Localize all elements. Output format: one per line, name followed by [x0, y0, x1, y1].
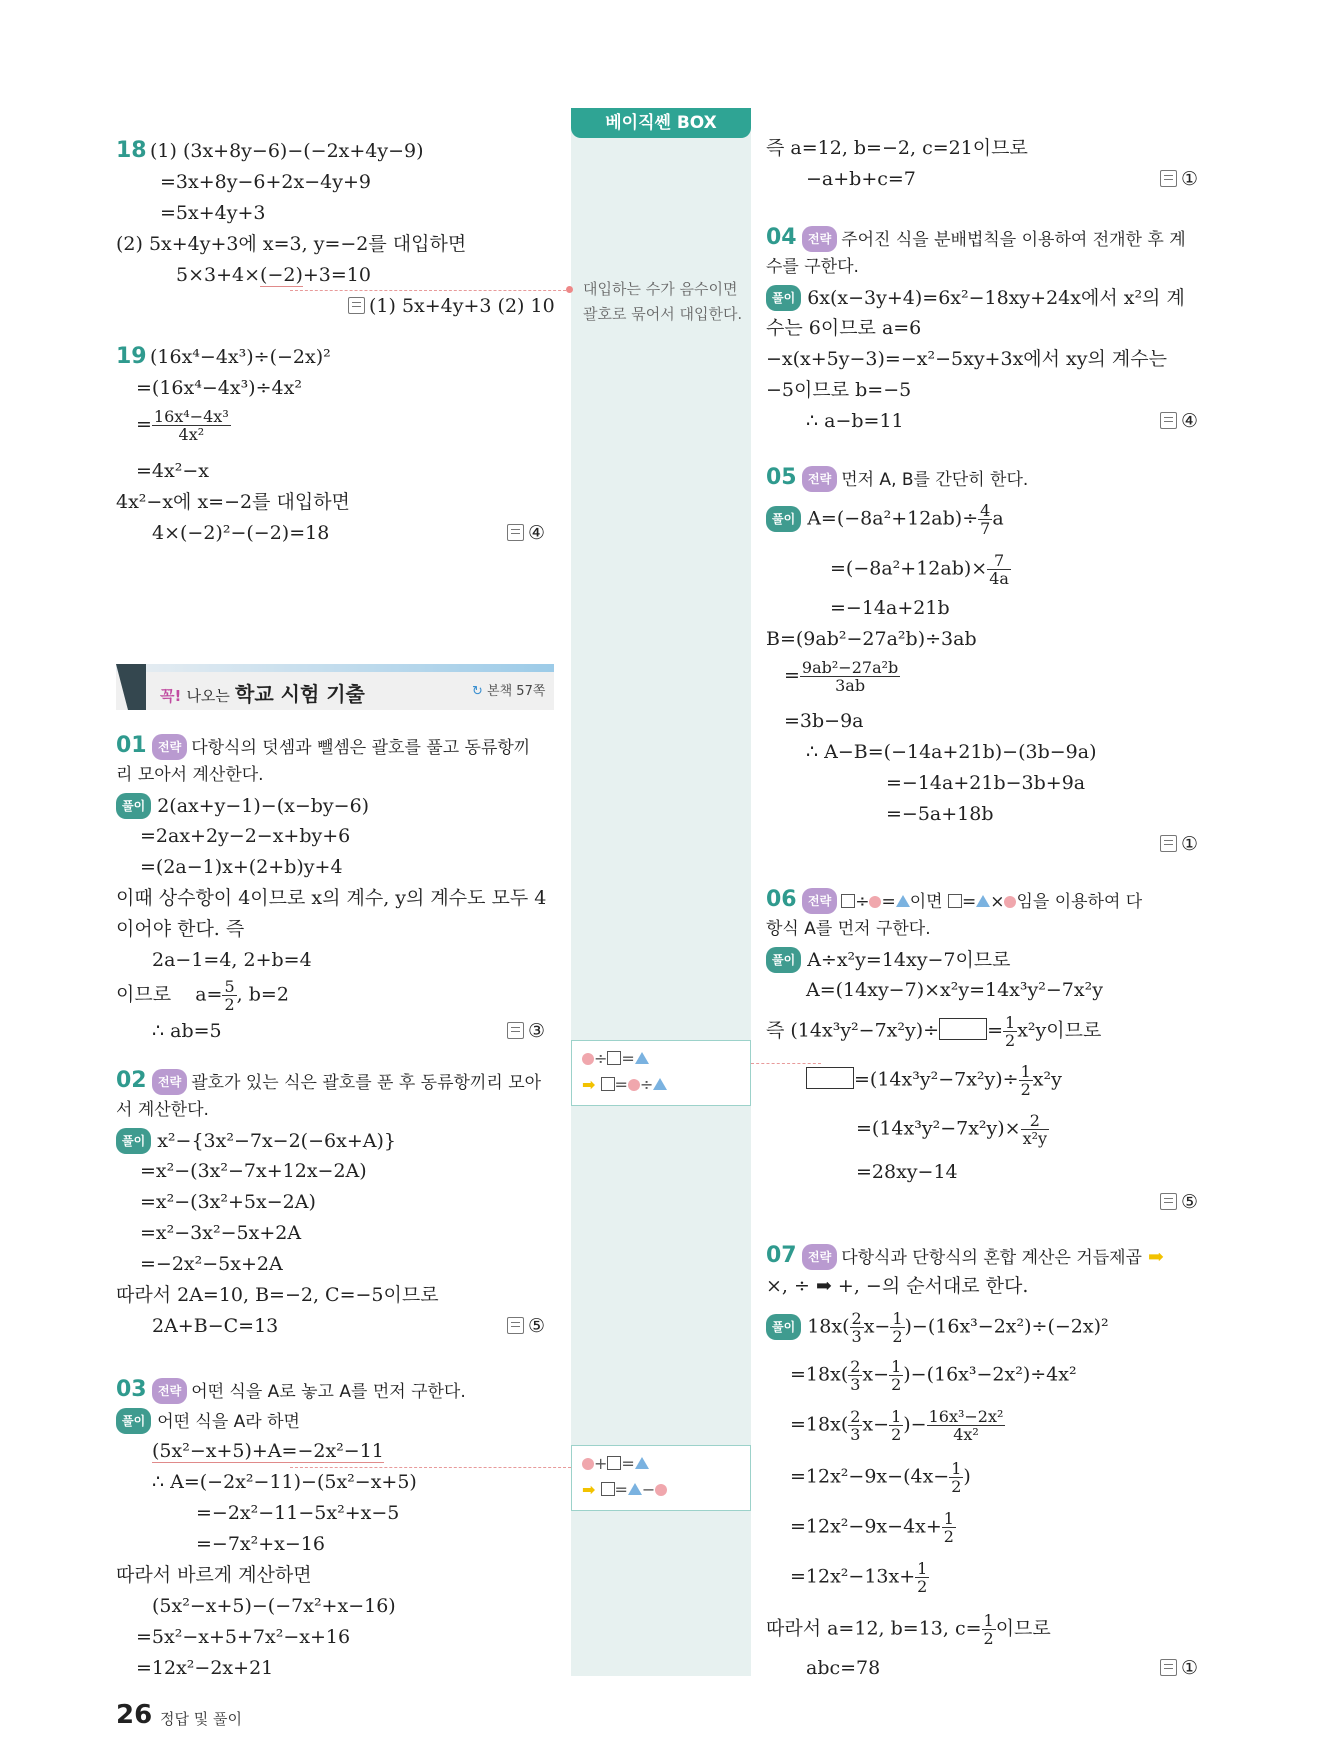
p07-l1a: 18x(: [807, 1315, 850, 1338]
p06-f1-den: 2: [1005, 1031, 1016, 1050]
footer-label: 정답 및 풀이: [160, 1710, 242, 1728]
p18-line2: =3x+8y−6+2x−4y+9: [160, 171, 371, 193]
p04-strategy: [800, 226, 1186, 252]
p06-s-b: =: [881, 892, 896, 912]
p04-line3: −x(x+5y−3)=−x²−5xy+3x에서 xy의 계수는: [766, 348, 1167, 370]
strategy-tag: 전략: [802, 226, 837, 252]
p05-f2-num: 7: [987, 552, 1011, 570]
f12-den: 2: [917, 1577, 928, 1596]
f12-num: 1: [917, 1559, 928, 1578]
p03-line1-text: 어떤 식을 A라 하면: [157, 1412, 300, 1432]
p06-line3: [766, 1014, 1101, 1049]
p06-f2-num: 1: [1020, 1062, 1031, 1081]
p18-answer-text: (1) 5x+4y+3 (2) 10: [369, 295, 555, 317]
p05-line6: =3b−9a: [784, 710, 864, 732]
f12-den: 2: [951, 1477, 962, 1496]
f12-num: 1: [891, 1407, 902, 1426]
problem-03-number: 03: [116, 1377, 147, 1402]
problem-04-number: 04: [766, 225, 797, 250]
p07-l5a: =12x²−9x−4x+: [790, 1515, 942, 1538]
triangle-shape: [976, 895, 990, 907]
sidebar-note: 대입하는 수가 음수이면 괄호로 묶어서 대입한다.: [583, 280, 743, 323]
p06-line6: =28xy−14: [856, 1161, 958, 1183]
circle-shape: [869, 896, 881, 908]
section-mid: 나오는: [186, 687, 230, 705]
p18-line5a: 5×3+4×: [176, 264, 261, 286]
p02-line4: =x²−3x²−5x+2A: [140, 1222, 302, 1244]
p06-s-d: =: [961, 892, 977, 912]
p02-line3: =x²−(3x²+5x−2A): [140, 1191, 316, 1213]
p06-line4a: =(14x³y²−7x²y)÷: [854, 1068, 1019, 1091]
p04-strategy-text: 주어진 식을 분배법칙을 이용하여 전개한 후 계: [841, 230, 1186, 250]
p07-l3b: x−: [862, 1413, 890, 1436]
solution-tag: 풀이: [116, 1408, 151, 1434]
p05-f3-den: 3ab: [835, 676, 866, 695]
p07-line7: [766, 1612, 1051, 1647]
p06-line5: [856, 1112, 1049, 1147]
p06-line2: A=(14xy−7)×x²y=14x³y²−7x²y: [806, 979, 1103, 1001]
p06-line4: [806, 1063, 1062, 1098]
p01-strategy-text: 다항식의 덧셈과 뺄셈은 괄호를 풀고 동류항끼: [191, 738, 531, 758]
p05-line8: =−14a+21b−3b+9a: [886, 772, 1086, 794]
p06-line3c: x²y이므로: [1017, 1019, 1102, 1042]
f12-den: 2: [943, 1527, 954, 1546]
p04-line1-text: 6x(x−3y+4)=6x²−18xy+24x에서 x²의 계: [807, 287, 1185, 309]
p05-answer: [1160, 832, 1198, 856]
p07-f-num: 16x³−2x²: [928, 1407, 1004, 1426]
p06-f3-num: 2: [1021, 1112, 1049, 1130]
p06-line4b: x²y: [1032, 1068, 1062, 1091]
note-connector: [290, 290, 571, 291]
p07-line4: [790, 1460, 971, 1495]
p07-strategy: [800, 1244, 1164, 1270]
f12-den: 2: [891, 1375, 902, 1394]
strategy-tag: 전략: [802, 888, 837, 914]
p07-line3: =18x( $\frac{2}{3}$ x− $\frac{1}{2}$ )− $\frac{\text{16x³−2x²}}{\text{4x²}}$: [790, 1407, 1004, 1444]
p04-line5: ∴ a−b=11: [806, 410, 904, 432]
box2-connector: [290, 1467, 571, 1468]
p18-line5c: +3=10: [302, 264, 371, 286]
p02-line5: =−2x²−5x+2A: [140, 1253, 283, 1275]
solution-tag: 풀이: [766, 506, 801, 532]
p07-line5: [790, 1510, 956, 1545]
f12-num: 1: [892, 1309, 903, 1328]
section-prefix: 꼭!: [160, 687, 182, 705]
p19-answer: [507, 521, 545, 545]
p06-s-a: ÷: [855, 892, 870, 912]
sidebar-box-division: ÷ = ➡ = ÷: [571, 1040, 751, 1106]
p03-line2: [152, 1439, 384, 1463]
p01-strategy: [150, 734, 530, 760]
p07-line2: =18x( $\frac{2}{3}$ x− $\frac{1}{2}$ )−(16x³−2x²)÷4x²: [790, 1357, 1077, 1394]
triangle-shape: [896, 895, 910, 907]
p06-line1-text: A÷x²y=14xy−7이므로: [807, 949, 1011, 971]
p01-line6: 2a−1=4, 2+b=4: [152, 949, 312, 971]
solution-tag: 풀이: [766, 1314, 801, 1340]
p19-frac-den: 4x²: [178, 425, 205, 444]
p07-l1c: )−(16x³−2x²)÷(−2x)²: [904, 1315, 1109, 1338]
p02-line1-text: x²−{3x²−7x−2(−6x+A)}: [157, 1130, 396, 1152]
p07-l4a: =12x²−9x−(4x−: [790, 1465, 950, 1488]
strategy-tag: 전략: [802, 1244, 837, 1270]
answer-icon: [507, 524, 524, 541]
p01-line7: [116, 978, 289, 1013]
p06-s-c: 이면: [909, 892, 943, 912]
problem-19-number: 19: [116, 344, 147, 369]
answer-icon: [1160, 1659, 1177, 1676]
p03-line4: =−2x²−11−5x²+x−5: [196, 1502, 400, 1524]
p07-line1: [766, 1310, 1109, 1345]
p01-line8: ∴ ab=5: [152, 1020, 222, 1042]
basic-box-sidebar: [571, 108, 751, 1676]
p06-answer: [1160, 1190, 1198, 1214]
p02-strategy-text: 괄호가 있는 식은 괄호를 푼 후 동류항끼리 모아: [191, 1073, 542, 1093]
p07-answer: [1160, 1656, 1198, 1680]
p01-line7b: a=: [195, 983, 223, 1006]
p06-line5a: =(14x³y²−7x²y)×: [856, 1117, 1021, 1140]
section-title: 학교 시험 기출: [235, 682, 365, 706]
p02-answer: [507, 1314, 545, 1338]
top-line1: 즉 a=12, b=−2, c=21이므로: [766, 137, 1028, 159]
sidebar-title: 베이직쎈 BOX: [571, 108, 751, 138]
p06-f1-num: 1: [1005, 1013, 1016, 1032]
problem-05-number: 05: [766, 465, 797, 490]
f23-num: 2: [851, 1309, 862, 1328]
f12-den: 2: [891, 1425, 902, 1444]
p01-line1: [116, 793, 369, 819]
p03-strategy: [150, 1378, 466, 1404]
p01-line4: 이때 상수항이 4이므로 x의 계수, y의 계수도 모두 4: [116, 887, 547, 909]
p05-f1-den: 7: [980, 519, 991, 538]
top-answer-text: ①: [1181, 168, 1199, 190]
p03-line8: =5x²−x+5+7x²−x+16: [136, 1626, 351, 1648]
p18-answer: [348, 294, 555, 318]
p19-answer-text: ④: [528, 522, 546, 544]
f23-den: 3: [851, 1327, 862, 1346]
p07-l1b: x−: [863, 1315, 891, 1338]
p06-s-f: 임을 이용하여 다: [1016, 892, 1143, 912]
p02-line2: =x²−(3x²−7x+12x−2A): [140, 1160, 367, 1182]
p07-l7b: 이므로: [995, 1617, 1051, 1640]
p19-line5: 4x²−x에 x=−2를 대입하면: [116, 491, 350, 513]
problem-01-number: 01: [116, 733, 147, 758]
blank-box: [939, 1018, 987, 1040]
f12-num: 1: [943, 1509, 954, 1528]
f23-num: 2: [850, 1357, 861, 1376]
p19-line3: = $\frac{\text{16x⁴−4x³}}{\text{4x²}}$: [136, 407, 229, 444]
p01-frac-den: 2: [224, 995, 235, 1014]
p06-strategy: [800, 888, 1142, 914]
answer-icon: [348, 297, 365, 314]
answer-icon: [507, 1317, 524, 1334]
p07-l3a: 18x(: [805, 1413, 849, 1436]
p19-frac-num: 16x⁴−4x³: [153, 407, 229, 426]
solution-tag: 풀이: [116, 1128, 151, 1154]
p06-line1: [766, 947, 1011, 973]
p01-line7c: , b=2: [236, 983, 289, 1006]
p03-line7: (5x²−x+5)−(−7x²+x−16): [152, 1595, 396, 1617]
p18-line5b: (−2): [260, 264, 303, 286]
strategy-tag: 전략: [802, 466, 837, 492]
p18-line5: [176, 263, 371, 287]
problem-18-number: 18: [116, 138, 147, 163]
top-answer: [1160, 167, 1198, 191]
p18-line1: (1) (3x+8y−6)−(−2x+4y−9): [150, 140, 424, 162]
answer-icon: [1160, 835, 1177, 852]
p03-line2-text: (5x²−x+5)+A=−2x²−11: [152, 1440, 384, 1462]
p06-f3-den: x²y: [1022, 1129, 1048, 1148]
answer-icon: [1160, 412, 1177, 429]
answer-icon: [1160, 1193, 1177, 1210]
p07-answer-text: ①: [1181, 1657, 1199, 1679]
p07-l2c: )−(16x³−2x²)÷4x²: [903, 1363, 1077, 1386]
p07-f-den: 4x²: [953, 1425, 979, 1444]
p05-line2: [830, 552, 1011, 587]
circle-shape: [1004, 896, 1016, 908]
p06-line3a: 즉 (14x³y²−7x²y)÷: [766, 1019, 940, 1042]
p03-line5: =−7x²+x−16: [196, 1533, 325, 1555]
p05-line1b: a: [992, 507, 1004, 530]
p05-line5: = $\frac{\text{9ab²−27a²b}}{3ab}$: [784, 658, 899, 695]
p01-line2: =2ax+2y−2−x+by+6: [140, 825, 351, 847]
p19-line6: 4×(−2)²−(−2)=18: [152, 522, 330, 544]
p07-line6: [790, 1560, 929, 1595]
f12-den: 2: [983, 1629, 994, 1648]
p01-frac-num: 5: [224, 977, 235, 996]
p05-line7: ∴ A−B=(−14a+21b)−(3b−9a): [806, 741, 1097, 763]
p05-f1-num: 4: [980, 501, 991, 520]
p01-line1-text: 2(ax+y−1)−(x−by−6): [157, 795, 370, 817]
p03-line9: =12x²−2x+21: [136, 1657, 274, 1679]
p05-strategy-text: 먼저 A, B를 간단히 한다.: [841, 470, 1029, 490]
p05-line1a: A=(−8a²+12ab)÷: [807, 507, 979, 530]
square-shape: [841, 894, 855, 908]
p02-strategy2: 서 계산한다.: [116, 1100, 209, 1120]
page-number: 26: [116, 1700, 153, 1730]
f23-den: 3: [850, 1375, 861, 1394]
p02-line1: [116, 1128, 396, 1154]
p04-answer: [1160, 409, 1198, 433]
p07-strategy-text: 다항식과 단항식의 혼합 계산은 거듭제곱: [841, 1248, 1142, 1268]
p07-l4b: ): [963, 1465, 971, 1488]
section-heading: [160, 678, 365, 707]
p05-line3: =−14a+21b: [830, 597, 950, 619]
p01-line5: 이어야 한다. 즉: [116, 918, 245, 940]
f12-num: 1: [983, 1611, 994, 1630]
p07-line8: abc=78: [806, 1657, 881, 1679]
p04-answer-text: ④: [1181, 410, 1199, 432]
p18-line4: (2) 5x+4y+3에 x=3, y=−2를 대입하면: [116, 233, 467, 255]
p01-answer-text: ③: [528, 1020, 546, 1042]
f12-num: 1: [891, 1357, 902, 1376]
p01-line7a: 이므로: [116, 983, 172, 1006]
p03-strategy-text: 어떤 식을 A로 놓고 A를 먼저 구한다.: [191, 1382, 466, 1402]
p05-line1: [766, 502, 1004, 537]
top-line2: −a+b+c=7: [806, 168, 916, 190]
p06-answer-text: ⑤: [1181, 1191, 1199, 1213]
p05-answer-text: ①: [1181, 833, 1199, 855]
p05-line9: =−5a+18b: [886, 803, 994, 825]
p03-line3: ∴ A=(−2x²−11)−(5x²−x+5): [152, 1471, 417, 1493]
square-shape: [948, 894, 962, 908]
solution-tag: 풀이: [116, 793, 151, 819]
p06-f2-den: 2: [1020, 1080, 1031, 1099]
p18-line3: =5x+4y+3: [160, 202, 266, 224]
blank-box: [806, 1067, 854, 1089]
strategy-tag: 전략: [152, 1378, 187, 1404]
p19-line4: =4x²−x: [136, 460, 209, 482]
p07-l2b: x−: [862, 1363, 890, 1386]
p02-answer-text: ⑤: [528, 1315, 546, 1337]
note-dot: [566, 286, 573, 293]
p06-line3b: =: [987, 1019, 1003, 1042]
p07-strategy2: ×, ÷ ➡ +, −의 순서대로 한다.: [766, 1275, 1029, 1297]
p01-line3: =(2a−1)x+(2+b)y+4: [140, 856, 343, 878]
refresh-icon: ↻: [472, 684, 483, 699]
strategy-tag: 전략: [152, 734, 187, 760]
p03-line1: [116, 1408, 300, 1434]
f12-den: 2: [892, 1327, 903, 1346]
p05-line2a: =(−8a²+12ab)×: [830, 557, 988, 580]
answer-icon: [1160, 170, 1177, 187]
p19-line1: (16x⁴−4x³)÷(−2x)²: [150, 346, 331, 368]
solution-tag: 풀이: [766, 947, 801, 973]
answer-icon: [507, 1022, 524, 1039]
f23-den: 3: [850, 1425, 861, 1444]
p06-s-e: ×: [990, 892, 1005, 912]
section-ref-text: 본책 57쪽: [487, 684, 546, 699]
f23-num: 2: [850, 1407, 861, 1426]
solution-tag: 풀이: [766, 285, 801, 311]
p05-strategy: [800, 466, 1028, 492]
arrow-icon: ➡: [1148, 1246, 1164, 1268]
p01-answer: [507, 1019, 545, 1043]
f12-num: 1: [951, 1459, 962, 1478]
p06-strategy2: 항식 A를 먼저 구한다.: [766, 919, 931, 939]
section-reference: [472, 680, 545, 699]
problem-02-number: 02: [116, 1068, 147, 1093]
p04-line4: −5이므로 b=−5: [766, 379, 912, 401]
p02-strategy: [150, 1069, 541, 1095]
p07-l2a: 18x(: [805, 1363, 849, 1386]
p04-line1: [766, 285, 1185, 311]
p05-line4: B=(9ab²−27a²b)÷3ab: [766, 628, 977, 650]
p07-l7a: 따라서 a=12, b=13, c=: [766, 1617, 982, 1640]
box1-line1: ÷ =: [594, 1049, 635, 1068]
p03-line6: 따라서 바르게 계산하면: [116, 1564, 312, 1586]
p07-l6a: =12x²−13x+: [790, 1565, 916, 1588]
problem-06-number: 06: [766, 887, 797, 912]
sidebar-box-addition: + = ➡ = −: [571, 1445, 751, 1511]
p05-f2-den: 4a: [989, 569, 1009, 588]
p04-strategy2: 수를 구한다.: [766, 257, 859, 277]
p02-line7: 2A+B−C=13: [152, 1315, 279, 1337]
p05-f3-num: 9ab²−27a²b: [801, 658, 899, 677]
p19-line2: =(16x⁴−4x³)÷4x²: [136, 377, 302, 399]
strategy-tag: 전략: [152, 1069, 187, 1095]
section-band-top: [116, 664, 554, 672]
p02-line6: 따라서 2A=10, B=−2, C=−5이므로: [116, 1284, 439, 1306]
problem-07-number: 07: [766, 1243, 797, 1268]
p04-line2: 수는 6이므로 a=6: [766, 317, 922, 339]
p01-strategy2: 리 모아서 계산한다.: [116, 765, 264, 785]
